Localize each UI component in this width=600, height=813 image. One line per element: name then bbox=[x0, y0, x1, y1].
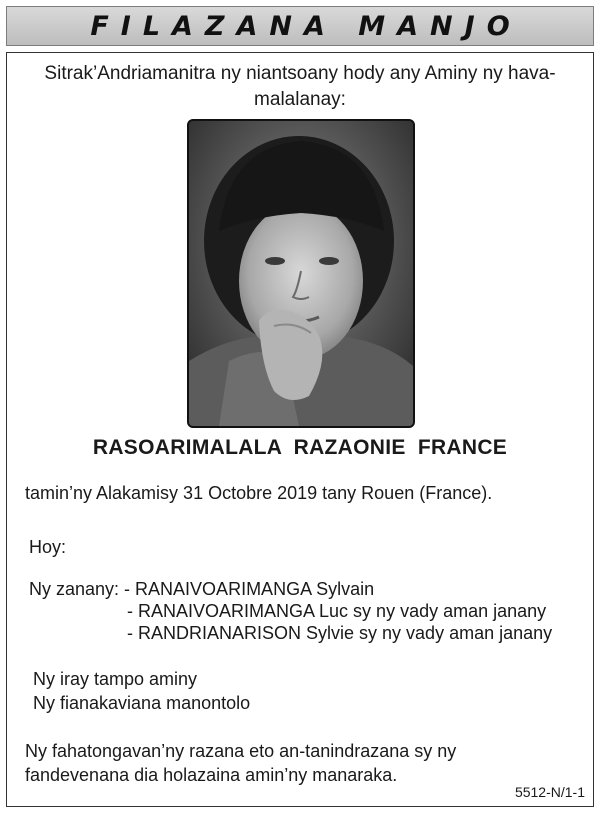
portrait-photo bbox=[187, 119, 415, 428]
children-lead-text: Ny zanany: - RANAIVOARIMANGA Sylvain bbox=[29, 579, 375, 599]
deceased-name: RASOARIMALALA RAZAONIE FRANCE bbox=[92, 436, 508, 459]
date-place-text: tamin’ny Alakamisy 31 Octobre 2019 tany Rouen (France). bbox=[25, 483, 493, 503]
notice-banner bbox=[6, 6, 594, 46]
portrait-image bbox=[189, 121, 413, 426]
notice-frame bbox=[6, 52, 594, 807]
intro-text: Sitrak’Andriamanitra ny niantsoany hody any Aminy ny hava-malalanay: bbox=[44, 63, 556, 110]
child-line: - RANAIVOARIMANGA Luc sy ny vady aman janany bbox=[127, 601, 547, 621]
reference-code: 5512-N/1-1 bbox=[514, 784, 585, 800]
relatives-line: Ny iray tampo aminy bbox=[33, 669, 198, 689]
closing-text: Ny fahatongavan’ny razana eto an-tanindrazana sy ny fandevenana dia holazaina amin’ny manaraka. bbox=[25, 741, 457, 785]
relatives-line: Ny fianakaviana manontolo bbox=[33, 693, 251, 713]
banner-title: FILAZANA MANJO bbox=[90, 10, 522, 42]
child-line: - RANDRIANARISON Sylvie sy ny vady aman janany bbox=[127, 623, 553, 643]
hoy-text: Hoy: bbox=[29, 537, 67, 557]
